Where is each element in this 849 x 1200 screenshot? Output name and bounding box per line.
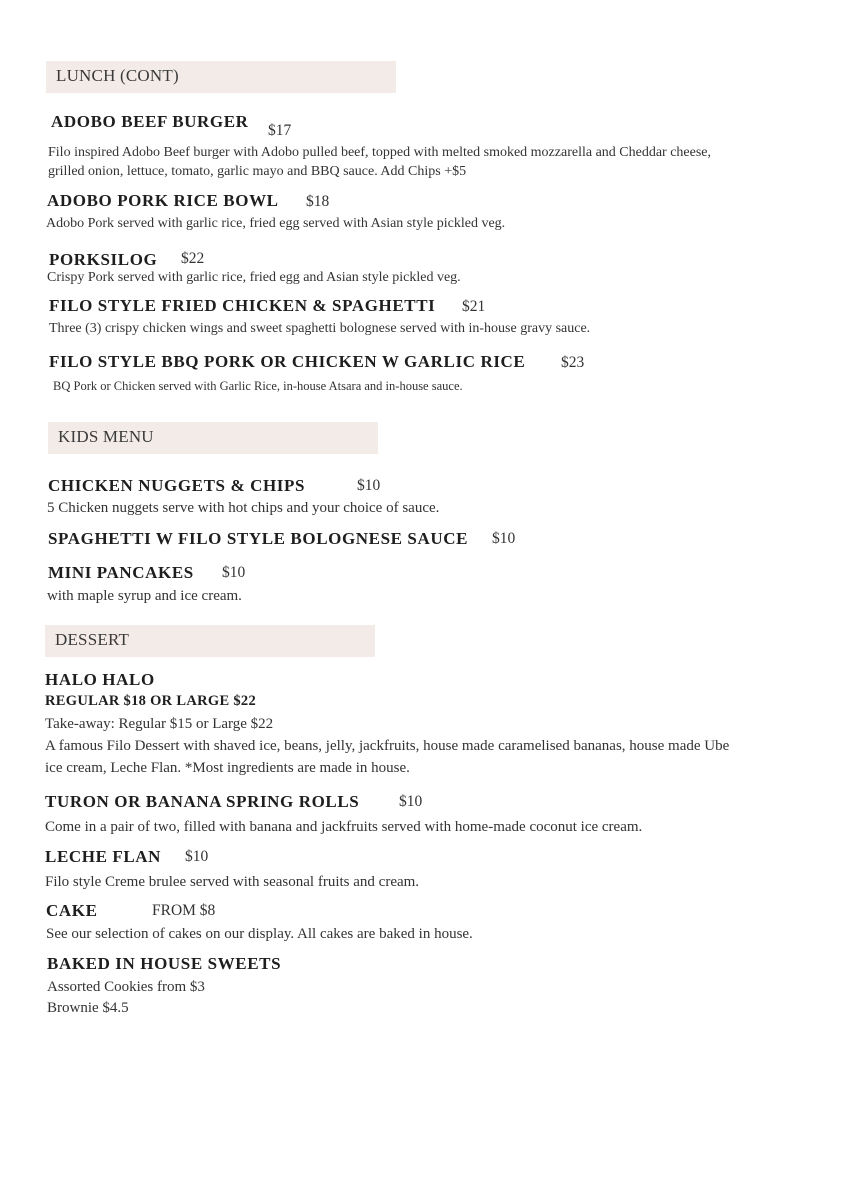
menu-item-price: $23 xyxy=(561,354,585,371)
section-header-kids xyxy=(48,422,378,454)
menu-item-name: FILO STYLE BBQ PORK OR CHICKEN W GARLIC RICE xyxy=(49,352,526,371)
menu-item-description: 5 Chicken nuggets serve with hot chips and your choice of sauce. xyxy=(47,500,440,516)
menu-item-description: BQ Pork or Chicken served with Garlic Rice, in-house Atsara and in-house sauce. xyxy=(53,379,463,393)
menu-item-name: PORKSILOG xyxy=(49,250,158,269)
menu-item-description: Crispy Pork served with garlic rice, fried egg and Asian style pickled veg. xyxy=(47,270,461,285)
menu-item-name: LECHE FLAN xyxy=(45,847,162,866)
menu-item-description: Brownie $4.5 xyxy=(47,1000,129,1016)
menu-item-description: Adobo Pork served with garlic rice, fried egg served with Asian style pickled veg. xyxy=(46,216,506,231)
menu-item-price: FROM $8 xyxy=(152,902,216,919)
menu-item-name: BAKED IN HOUSE SWEETS xyxy=(47,954,282,973)
menu-item-price: $10 xyxy=(492,530,516,547)
menu-item-description: with maple syrup and ice cream. xyxy=(47,588,242,604)
menu-item-description: grilled onion, lettuce, tomato, garlic mayo and BBQ sauce. Add Chips +$5 xyxy=(48,164,467,179)
menu-item-name: CAKE xyxy=(46,901,98,920)
menu-item-price: $21 xyxy=(462,298,486,315)
menu-item-description: Filo style Creme brulee served with seasonal fruits and cream. xyxy=(45,874,420,890)
menu-item-name: ADOBO BEEF BURGER xyxy=(51,112,249,131)
menu-item-description: Filo inspired Adobo Beef burger with Adobo pulled beef, topped with melted smoked mozzarella and Cheddar cheese, xyxy=(48,145,712,160)
menu-item-takeaway: Take-away: Regular $15 or Large $22 xyxy=(45,716,274,732)
menu-item-price: $10 xyxy=(399,793,423,810)
menu-item-description: A famous Filo Dessert with shaved ice, beans, jelly, jackfruits, house made caramelised bananas, house made Ube xyxy=(45,738,730,754)
menu-item-description: ice cream, Leche Flan. *Most ingredients are made in house. xyxy=(45,760,410,776)
menu-item-name: TURON OR BANANA SPRING ROLLS xyxy=(45,792,360,811)
section-title: KIDS MENU xyxy=(58,427,154,446)
menu-item-name: SPAGHETTI W FILO STYLE BOLOGNESE SAUCE xyxy=(48,529,469,548)
menu-item-subtitle: REGULAR $18 OR LARGE $22 xyxy=(45,693,257,709)
menu-item-price: $22 xyxy=(181,250,205,267)
menu-item-name: HALO HALO xyxy=(45,670,155,689)
section-title: DESSERT xyxy=(55,630,130,649)
menu-item-price: $18 xyxy=(306,193,330,210)
section-header-lunch xyxy=(46,61,396,93)
menu-item-description: Come in a pair of two, filled with banana and jackfruits served with home-made coconut ice cream. xyxy=(45,819,643,835)
menu-item-name: MINI PANCAKES xyxy=(48,563,194,582)
menu-item-price: $10 xyxy=(222,564,246,581)
menu-item-price: $10 xyxy=(357,477,381,494)
menu-item-price: $17 xyxy=(268,122,292,139)
menu-item-name: ADOBO PORK RICE BOWL xyxy=(47,191,279,210)
menu-item-name: FILO STYLE FRIED CHICKEN & SPAGHETTI xyxy=(49,296,436,315)
menu-item-name: CHICKEN NUGGETS & CHIPS xyxy=(48,476,306,495)
menu-item-description: Assorted Cookies from $3 xyxy=(47,979,205,995)
section-header-dessert xyxy=(45,625,375,657)
section-title: LUNCH (CONT) xyxy=(56,66,179,85)
menu-item-description: Three (3) crispy chicken wings and sweet spaghetti bolognese served with in-house gravy sauce. xyxy=(49,321,591,336)
menu-item-price: $10 xyxy=(185,848,209,865)
menu-item-description: See our selection of cakes on our display. All cakes are baked in house. xyxy=(46,926,473,942)
